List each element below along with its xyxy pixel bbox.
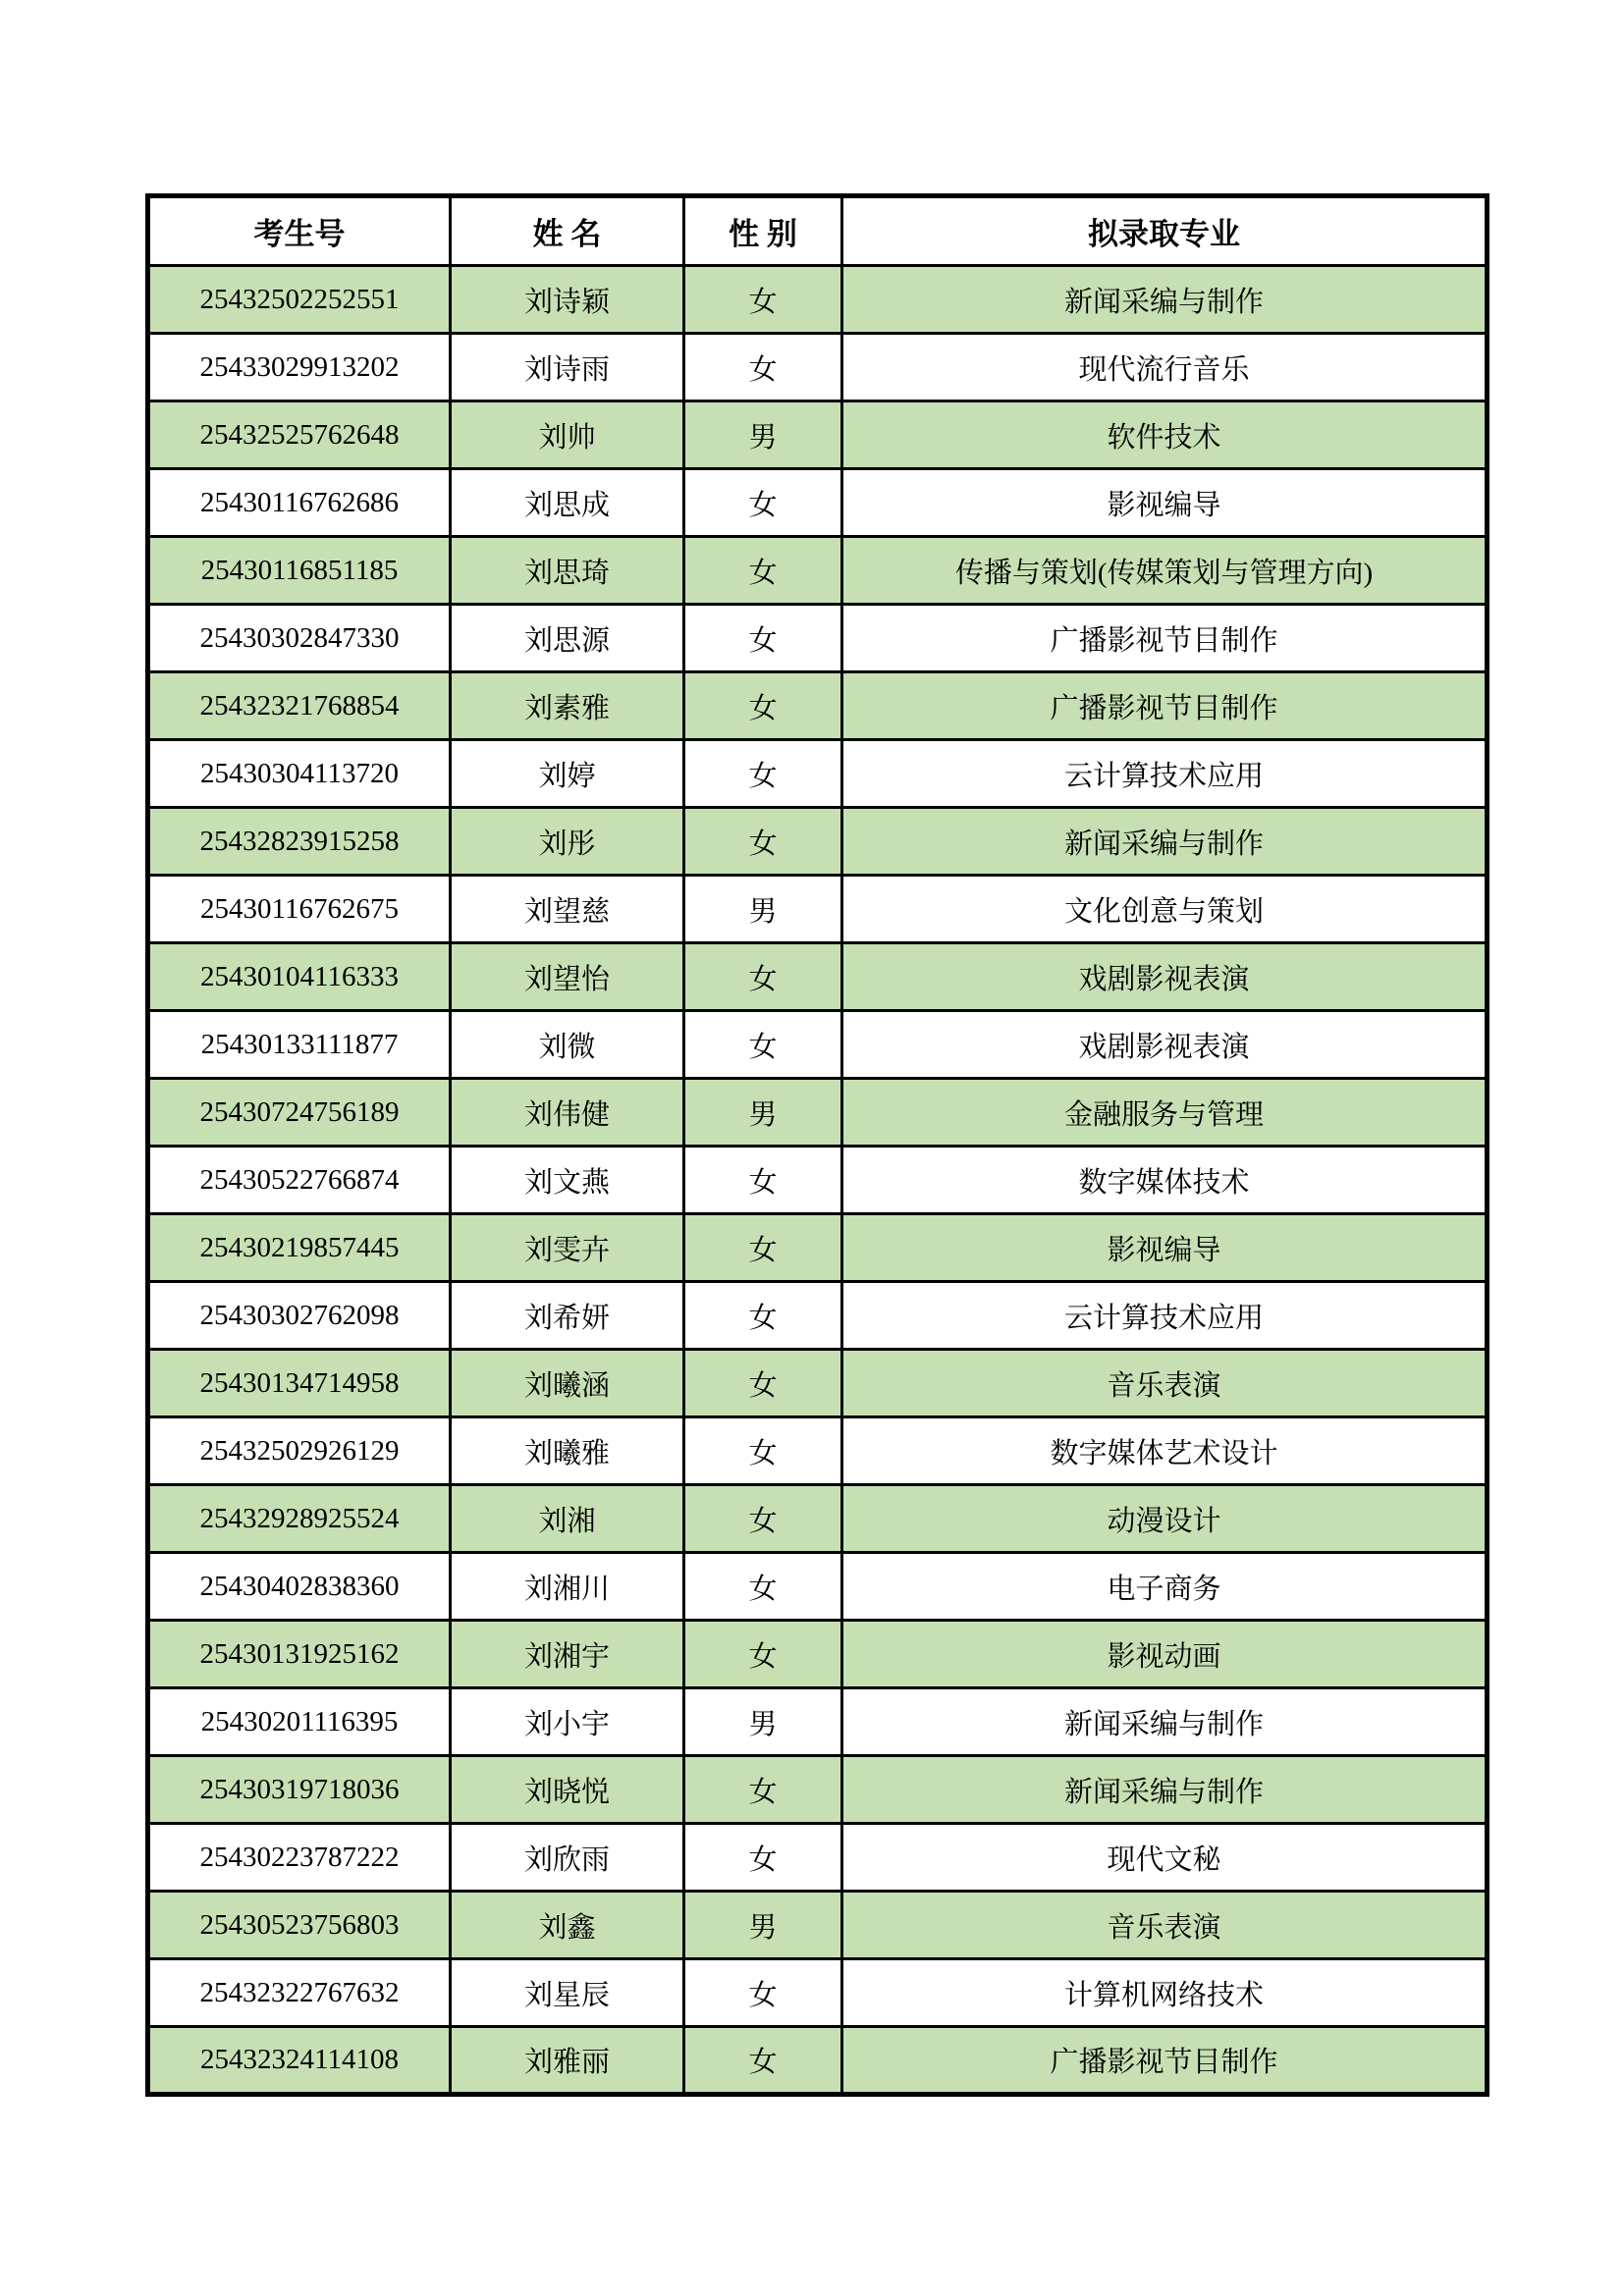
header-exam-id: 考生号: [148, 196, 451, 266]
cell-gender: 女: [684, 266, 842, 334]
cell-major: 金融服务与管理: [842, 1079, 1488, 1147]
cell-id: 25430522766874: [148, 1147, 451, 1214]
cell-major: 计算机网络技术: [842, 1959, 1488, 2027]
cell-id: 25432321768854: [148, 672, 451, 740]
cell-major: 广播影视节目制作: [842, 2027, 1488, 2095]
table-row: [148, 1959, 1488, 2027]
cell-name: 刘文燕: [451, 1147, 684, 1214]
cell-gender: 女: [684, 1417, 842, 1485]
cell-id: 25430724756189: [148, 1079, 451, 1147]
cell-gender: 男: [684, 1079, 842, 1147]
cell-name: 刘雅丽: [451, 2027, 684, 2095]
header-row: [148, 196, 1488, 266]
table-row: [148, 1756, 1488, 1824]
cell-id: 25432502926129: [148, 1417, 451, 1485]
cell-name: 刘诗雨: [451, 334, 684, 401]
cell-id: 25430302762098: [148, 1282, 451, 1350]
table-row: [148, 469, 1488, 537]
cell-major: 新闻采编与制作: [842, 808, 1488, 876]
cell-name: 刘思琦: [451, 537, 684, 605]
table-row: [148, 808, 1488, 876]
cell-major: 电子商务: [842, 1553, 1488, 1621]
table-row: [148, 943, 1488, 1011]
cell-name: 刘欣雨: [451, 1824, 684, 1892]
table-row: [148, 1214, 1488, 1282]
cell-id: 25430523756803: [148, 1892, 451, 1959]
admission-list-table: [145, 193, 1489, 2097]
cell-gender: 女: [684, 1621, 842, 1688]
cell-gender: 女: [684, 1282, 842, 1350]
cell-name: 刘彤: [451, 808, 684, 876]
cell-name: 刘小宇: [451, 1688, 684, 1756]
table-row: [148, 1282, 1488, 1350]
cell-name: 刘素雅: [451, 672, 684, 740]
cell-name: 刘曦雅: [451, 1417, 684, 1485]
cell-name: 刘望慈: [451, 876, 684, 943]
table-row: [148, 266, 1488, 334]
cell-gender: 女: [684, 605, 842, 672]
cell-name: 刘微: [451, 1011, 684, 1079]
cell-id: 25430133111877: [148, 1011, 451, 1079]
cell-gender: 女: [684, 1485, 842, 1553]
cell-id: 25433029913202: [148, 334, 451, 401]
cell-name: 刘雯卉: [451, 1214, 684, 1282]
cell-major: 影视动画: [842, 1621, 1488, 1688]
cell-name: 刘湘: [451, 1485, 684, 1553]
cell-name: 刘诗颖: [451, 266, 684, 334]
cell-id: 25432322767632: [148, 1959, 451, 2027]
cell-gender: 女: [684, 672, 842, 740]
cell-id: 25430319718036: [148, 1756, 451, 1824]
table-row: [148, 401, 1488, 469]
table-row: [148, 605, 1488, 672]
table-row: [148, 1688, 1488, 1756]
cell-major: 数字媒体技术: [842, 1147, 1488, 1214]
cell-gender: 男: [684, 1892, 842, 1959]
cell-gender: 女: [684, 1350, 842, 1417]
table-row: [148, 1417, 1488, 1485]
cell-major: 新闻采编与制作: [842, 1688, 1488, 1756]
cell-name: 刘湘川: [451, 1553, 684, 1621]
cell-id: 25432823915258: [148, 808, 451, 876]
cell-gender: 男: [684, 1688, 842, 1756]
cell-major: 现代文秘: [842, 1824, 1488, 1892]
cell-major: 影视编导: [842, 469, 1488, 537]
cell-major: 影视编导: [842, 1214, 1488, 1282]
cell-name: 刘望怡: [451, 943, 684, 1011]
table-row: [148, 1350, 1488, 1417]
table-row: [148, 1621, 1488, 1688]
table-row: [148, 1892, 1488, 1959]
cell-gender: 女: [684, 740, 842, 808]
cell-gender: 女: [684, 808, 842, 876]
table-row: [148, 334, 1488, 401]
table-row: [148, 1824, 1488, 1892]
cell-name: 刘曦涵: [451, 1350, 684, 1417]
cell-id: 25430201116395: [148, 1688, 451, 1756]
cell-id: 25430116762686: [148, 469, 451, 537]
cell-gender: 女: [684, 469, 842, 537]
cell-gender: 女: [684, 943, 842, 1011]
header-major: 拟录取专业: [842, 196, 1488, 266]
cell-name: 刘鑫: [451, 1892, 684, 1959]
cell-id: 25432928925524: [148, 1485, 451, 1553]
cell-gender: 女: [684, 1147, 842, 1214]
table-row: [148, 1147, 1488, 1214]
cell-id: 25430304113720: [148, 740, 451, 808]
cell-major: 数字媒体艺术设计: [842, 1417, 1488, 1485]
cell-id: 25430219857445: [148, 1214, 451, 1282]
cell-name: 刘晓悦: [451, 1756, 684, 1824]
cell-major: 音乐表演: [842, 1892, 1488, 1959]
table-row: [148, 672, 1488, 740]
table-row: [148, 2027, 1488, 2095]
cell-gender: 女: [684, 1214, 842, 1282]
cell-gender: 女: [684, 1824, 842, 1892]
cell-gender: 女: [684, 1553, 842, 1621]
cell-id: 25430104116333: [148, 943, 451, 1011]
cell-name: 刘伟健: [451, 1079, 684, 1147]
header-name: 姓 名: [451, 196, 684, 266]
cell-id: 25430223787222: [148, 1824, 451, 1892]
cell-id: 25432502252551: [148, 266, 451, 334]
cell-major: 广播影视节目制作: [842, 672, 1488, 740]
cell-gender: 女: [684, 1756, 842, 1824]
cell-major: 传播与策划(传媒策划与管理方向): [842, 537, 1488, 605]
cell-id: 25432525762648: [148, 401, 451, 469]
cell-gender: 女: [684, 1959, 842, 2027]
table-row: [148, 537, 1488, 605]
cell-major: 现代流行音乐: [842, 334, 1488, 401]
cell-major: 广播影视节目制作: [842, 605, 1488, 672]
cell-major: 戏剧影视表演: [842, 943, 1488, 1011]
cell-gender: 女: [684, 1011, 842, 1079]
table-row: [148, 876, 1488, 943]
table-row: [148, 1553, 1488, 1621]
cell-major: 音乐表演: [842, 1350, 1488, 1417]
cell-major: 戏剧影视表演: [842, 1011, 1488, 1079]
cell-major: 文化创意与策划: [842, 876, 1488, 943]
cell-id: 25430302847330: [148, 605, 451, 672]
cell-name: 刘湘宇: [451, 1621, 684, 1688]
cell-major: 云计算技术应用: [842, 1282, 1488, 1350]
cell-major: 新闻采编与制作: [842, 266, 1488, 334]
cell-id: 25430134714958: [148, 1350, 451, 1417]
cell-name: 刘思成: [451, 469, 684, 537]
cell-major: 动漫设计: [842, 1485, 1488, 1553]
cell-gender: 女: [684, 334, 842, 401]
cell-id: 25432324114108: [148, 2027, 451, 2095]
cell-name: 刘星辰: [451, 1959, 684, 2027]
cell-major: 软件技术: [842, 401, 1488, 469]
cell-name: 刘希妍: [451, 1282, 684, 1350]
table-row: [148, 1011, 1488, 1079]
table-row: [148, 740, 1488, 808]
cell-id: 25430402838360: [148, 1553, 451, 1621]
table-row: [148, 1079, 1488, 1147]
cell-name: 刘帅: [451, 401, 684, 469]
cell-gender: 男: [684, 876, 842, 943]
cell-name: 刘婷: [451, 740, 684, 808]
header-gender: 性 别: [684, 196, 842, 266]
cell-gender: 男: [684, 401, 842, 469]
cell-id: 25430116851185: [148, 537, 451, 605]
cell-major: 云计算技术应用: [842, 740, 1488, 808]
cell-major: 新闻采编与制作: [842, 1756, 1488, 1824]
cell-gender: 女: [684, 537, 842, 605]
cell-id: 25430131925162: [148, 1621, 451, 1688]
cell-name: 刘思源: [451, 605, 684, 672]
table-row: [148, 1485, 1488, 1553]
cell-id: 25430116762675: [148, 876, 451, 943]
cell-gender: 女: [684, 2027, 842, 2095]
